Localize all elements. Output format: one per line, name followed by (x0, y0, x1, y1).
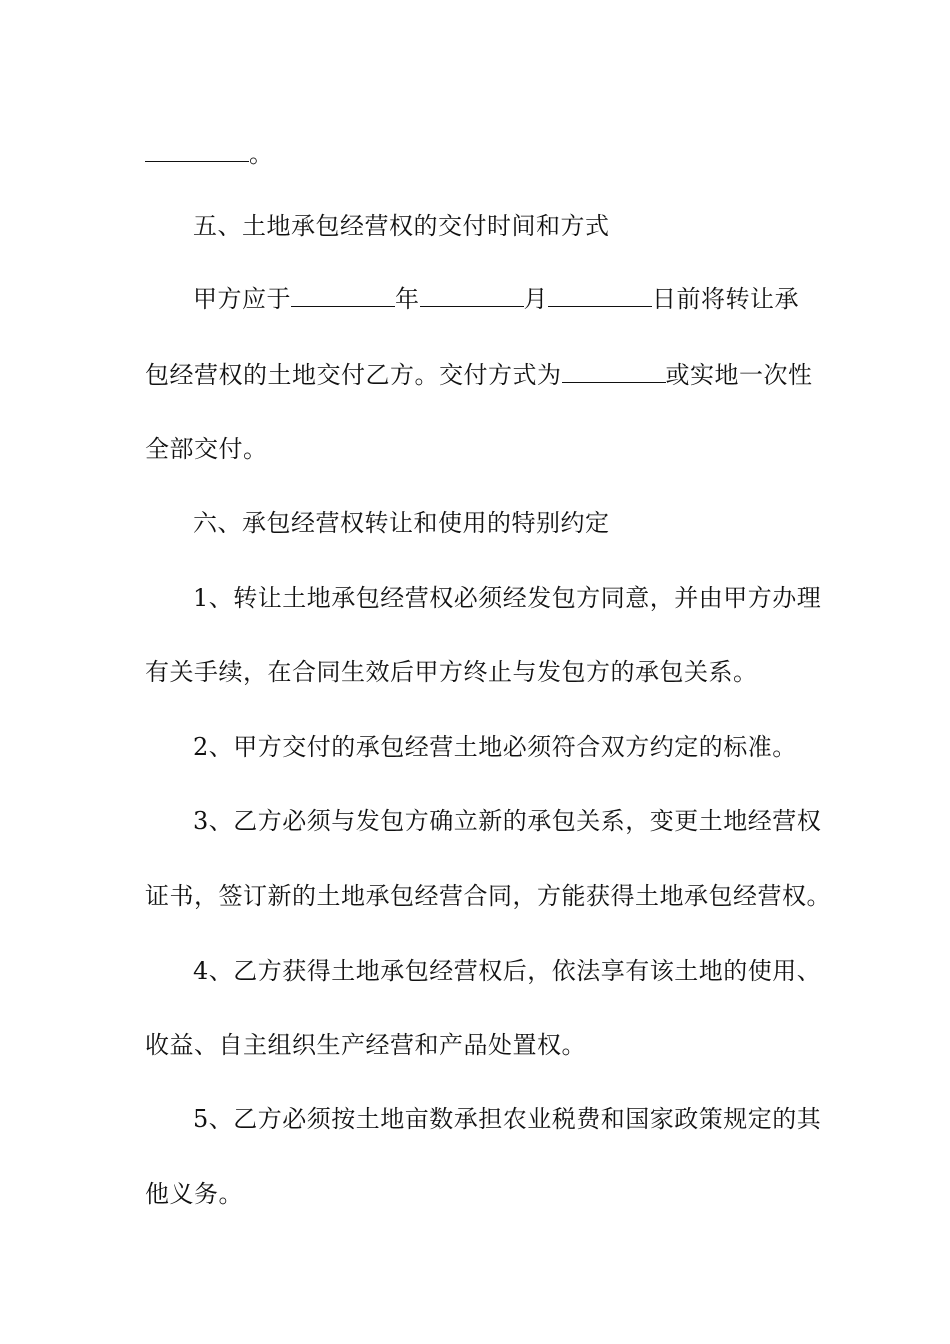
text-segment: 日前将转让承 (652, 285, 799, 313)
clause-4: 4、乙方获得土地承包经营权后，依法享有该土地的使用、 (193, 957, 822, 985)
text-segment: 年 (395, 285, 420, 313)
section-heading-6: 六、承包经营权转让和使用的特别约定 (193, 509, 610, 537)
clause-5: 5、乙方必须按土地亩数承担农业税费和国家政策规定的其 (193, 1105, 822, 1133)
text-segment: 甲方应于 (193, 285, 291, 313)
text-segment: 月 (523, 285, 548, 313)
text-segment: 或实地一次性 (665, 361, 813, 389)
text-line: 全部交付。 (145, 435, 268, 463)
clause-4-cont: 收益、自主组织生产经营和产品处置权。 (145, 1031, 586, 1059)
clause-1: 1、转让土地承包经营权必须经发包方同意，并由甲方办理 (193, 584, 822, 612)
text-line (145, 138, 815, 170)
section-heading-5: 五、土地承包经营权的交付时间和方式 (193, 212, 610, 240)
text-line (145, 359, 815, 391)
clause-5-cont: 他义务。 (145, 1180, 243, 1208)
blank-underline (420, 284, 524, 307)
blank-underline (291, 284, 395, 307)
clause-3-cont: 证书，签订新的土地承包经营合同，方能获得土地承包经营权。 (145, 882, 831, 910)
blank-underline (562, 360, 666, 383)
blank-underline (145, 139, 249, 162)
text-segment: 包经营权的土地交付乙方。交付方式为 (145, 361, 562, 389)
text-line (193, 283, 863, 315)
clause-2: 2、甲方交付的承包经营土地必须符合双方约定的标准。 (193, 733, 797, 761)
text-segment: 。 (249, 140, 274, 168)
clause-3: 3、乙方必须与发包方确立新的承包关系，变更土地经营权 (193, 807, 822, 835)
blank-underline (548, 284, 652, 307)
clause-1-cont: 有关手续，在合同生效后甲方终止与发包方的承包关系。 (145, 658, 758, 686)
